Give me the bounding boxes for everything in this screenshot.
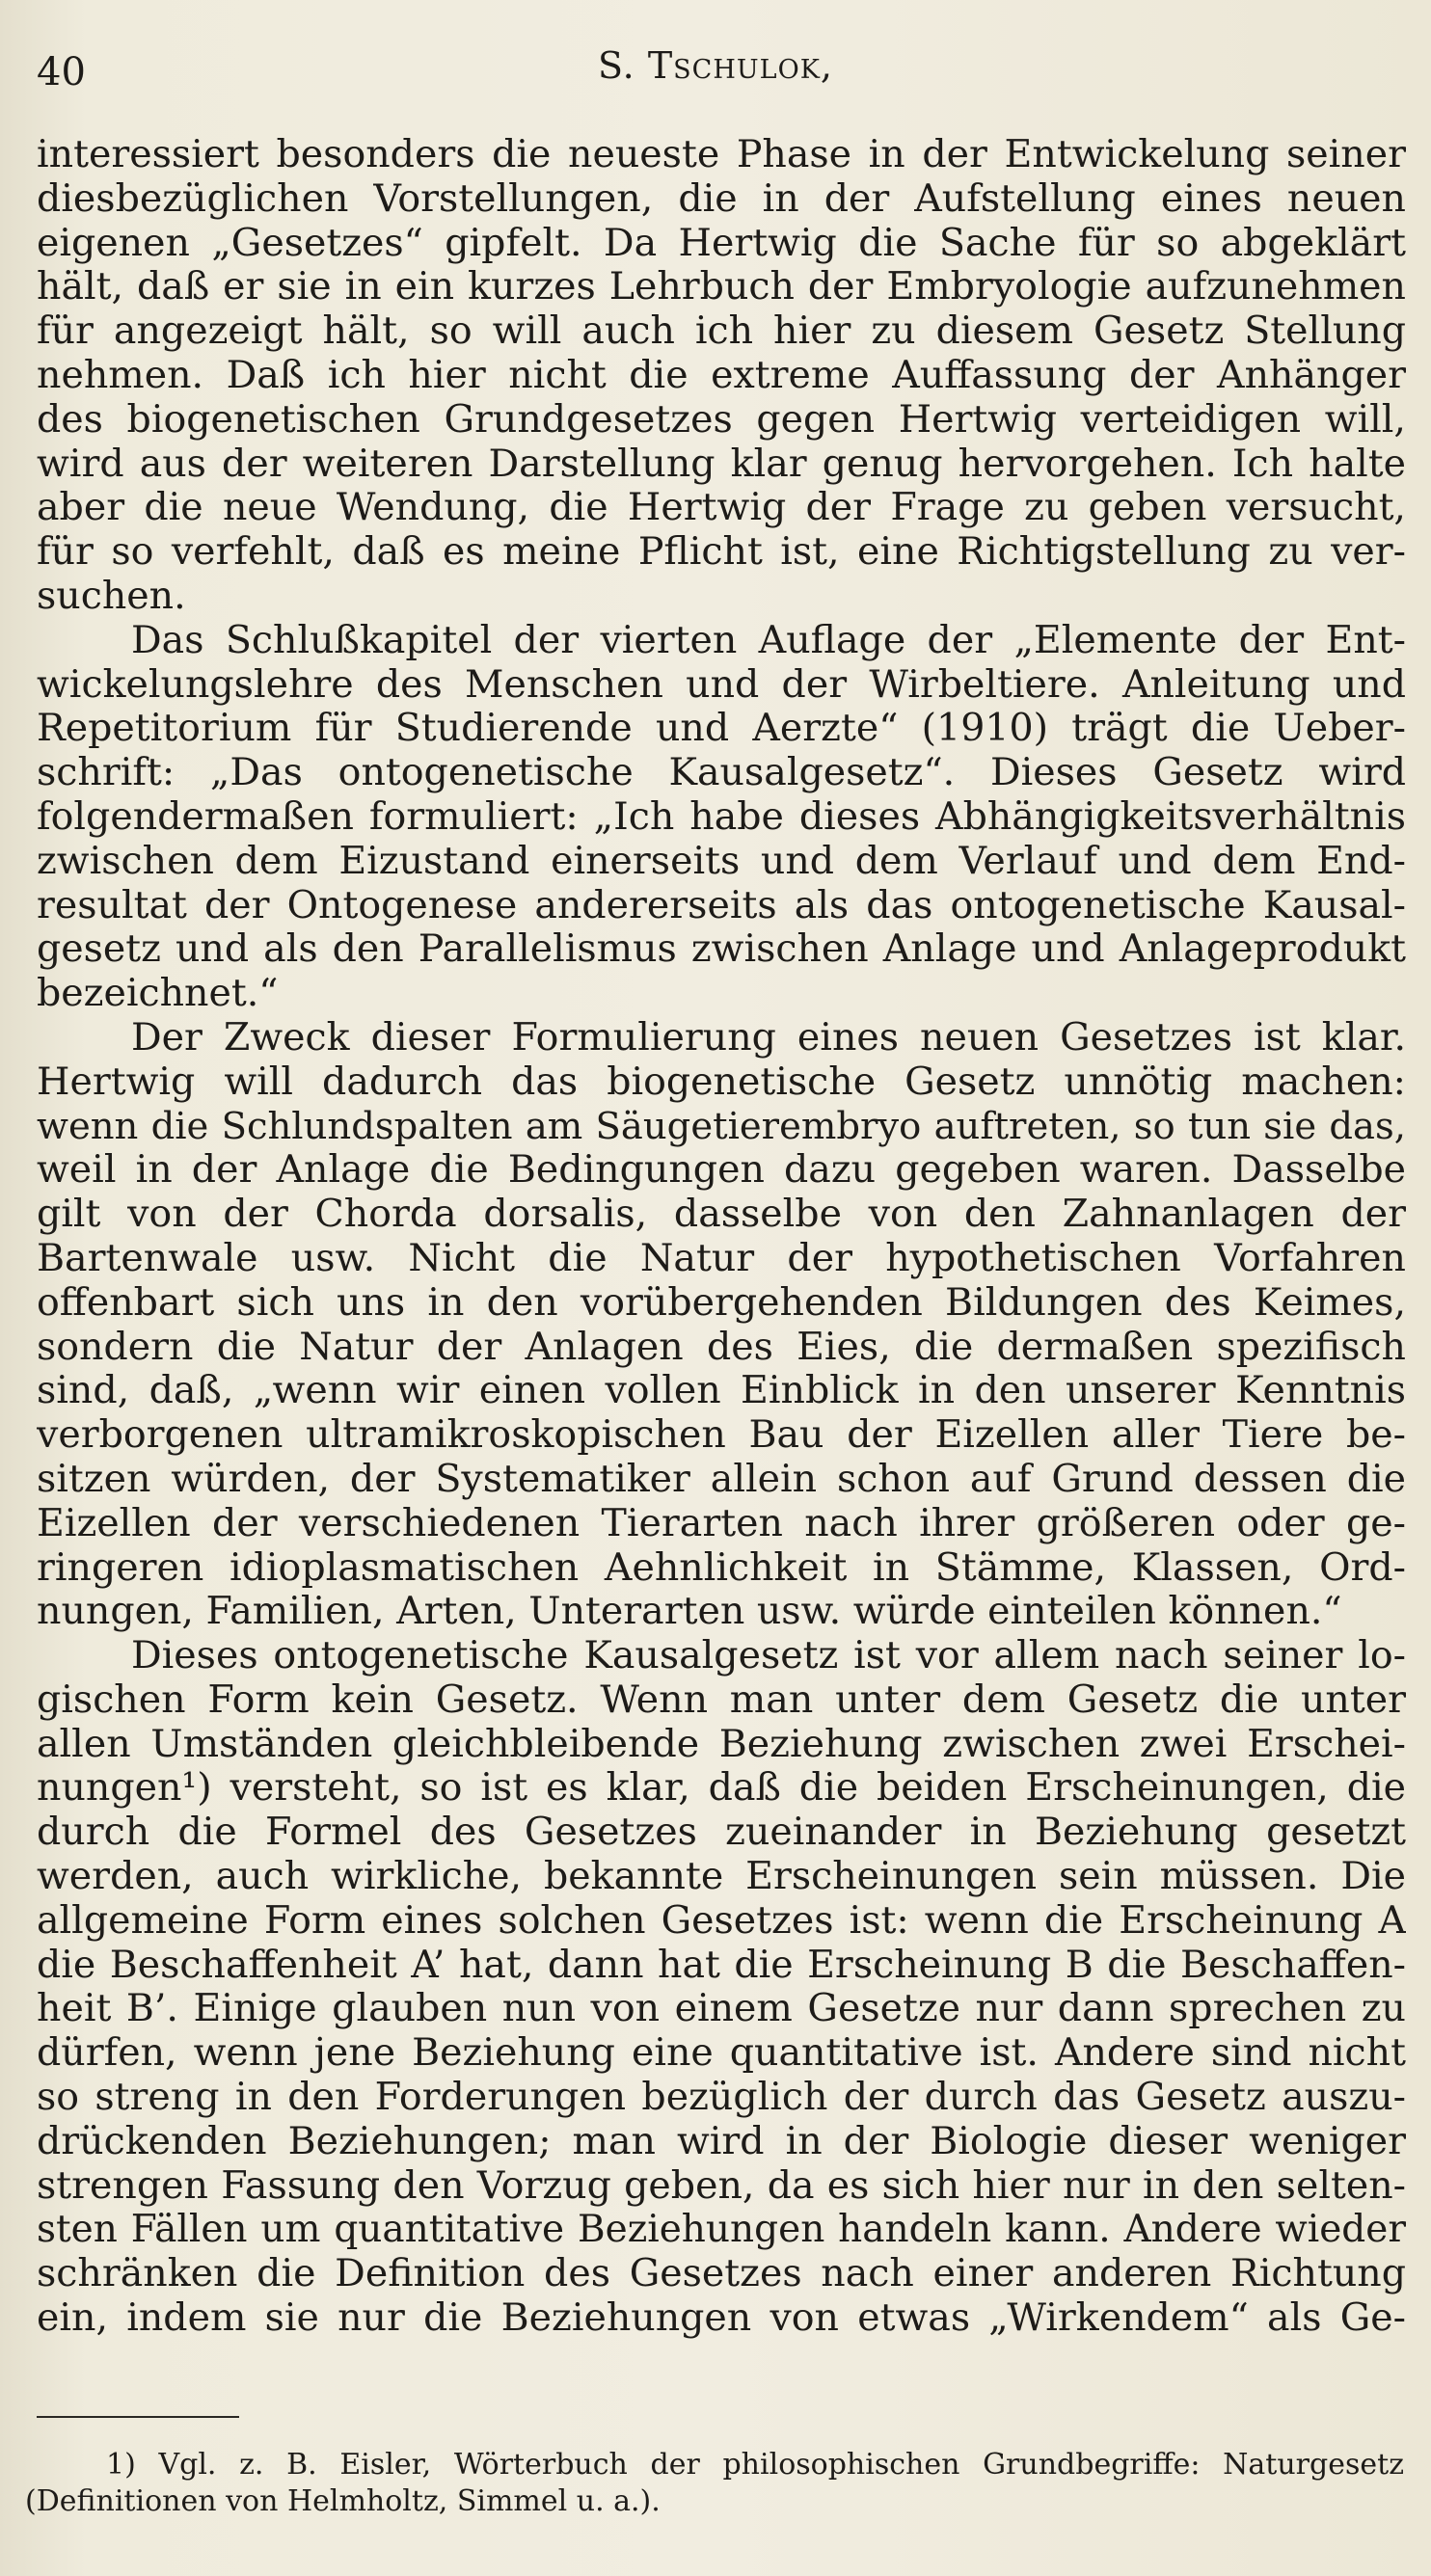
text-line: schränken die Definition des Gesetzes nach einer anderen Richtung: [37, 2252, 1406, 2296]
text-line: sondern die Natur der Anlagen des Eies, die dermaßen spezifisch: [37, 1325, 1406, 1369]
text-line: Bartenwale usw. Nicht die Natur der hypothetischen Vorfahren: [37, 1236, 1406, 1280]
text-line: allen Umständen gleichbleibende Beziehung zwischen zwei Erschei-: [37, 1722, 1406, 1766]
text-line: bezeichnet.“: [37, 972, 279, 1016]
text-line: ringeren idioplasmatischen Aehnlichkeit in Stämme, Klassen, Ord-: [37, 1545, 1406, 1590]
text-line: offenbart sich uns in den vorübergehenden Bildungen des Keimes,: [37, 1280, 1406, 1325]
footnote: [25, 2447, 1404, 2520]
text-line: Repetitorium für Studierende und Aerzte“ (1910) trägt die Ueber-: [37, 707, 1406, 751]
text-line: wenn die Schlundspalten am Säugetierembryo auftreten, so tun sie das,: [37, 1104, 1406, 1148]
page-number: 40: [37, 50, 86, 94]
text-line: drückenden Beziehungen; man wird in der Biologie dieser weniger: [37, 2119, 1406, 2163]
text-line: allgemeine Form eines solchen Gesetzes ist: wenn die Erscheinung A: [37, 1898, 1406, 1943]
text-line: sten Fällen um quantitative Beziehungen handeln kann. Andere wieder: [37, 2208, 1406, 2252]
text-line: Hertwig will dadurch das biogenetische Gesetz unnötig machen:: [37, 1060, 1406, 1104]
text-line: Dieses ontogenetische Kausalgesetz ist vor allem nach seiner lo-: [131, 1634, 1406, 1678]
text-line: diesbezüglichen Vorstellungen, die in der Aufstellung eines neuen: [37, 176, 1406, 221]
text-line: verborgenen ultramikroskopischen Bau der Eizellen aller Tiere be-: [37, 1413, 1406, 1458]
text-line: suchen.: [37, 574, 186, 618]
text-line: sind, daß, „wenn wir einen vollen Einblick in den unserer Kenntnis: [37, 1369, 1406, 1413]
text-line: gesetz und als den Parallelismus zwischen Anlage und Anlageprodukt: [37, 927, 1406, 972]
text-line: die Beschaffenheit A’ hat, dann hat die Erscheinung B die Beschaffen-: [37, 1943, 1406, 1987]
text-line: werden, auch wirkliche, bekannte Erscheinungen sein müssen. Die: [37, 1855, 1406, 1899]
text-line: durch die Formel des Gesetzes zueinander in Beziehung gesetzt: [37, 1811, 1406, 1855]
text-line: wird aus der weiteren Darstellung klar genug hervorgehen. Ich halte: [37, 442, 1406, 486]
text-line: des biogenetischen Grundgesetzes gegen Hertwig verteidigen will,: [37, 397, 1406, 442]
text-line: aber die neue Wendung, die Hertwig der Frage zu geben versucht,: [37, 486, 1406, 530]
footnote-line: 1) Vgl. z. B. Eisler, Wörterbuch der philosophischen Grundbegriffe: Naturgesetz: [106, 2448, 1404, 2482]
text-line: nungen¹) versteht, so ist es klar, daß die beiden Erscheinungen, die: [37, 1766, 1406, 1811]
text-line: heit B’. Einige glauben nun von einem Gesetze nur dann sprechen zu: [37, 1987, 1406, 2031]
text-line: eigenen „Gesetzes“ gipfelt. Da Hertwig die Sache für so abgeklärt: [37, 221, 1406, 265]
text-line: weil in der Anlage die Bedingungen dazu gegeben waren. Dasselbe: [37, 1148, 1406, 1193]
text-line: sitzen würden, der Systematiker allein schon auf Grund dessen die: [37, 1457, 1406, 1501]
text-line: dürfen, wenn jene Beziehung eine quantitative ist. Andere sind nicht: [37, 2031, 1406, 2076]
running-title: S. Tschulok,: [598, 44, 833, 87]
text-line: für angezeigt hält, so will auch ich hier zu diesem Gesetz Stellung: [37, 309, 1406, 354]
text-line: strengen Fassung den Vorzug geben, da es sich hier nur in den selten-: [37, 2163, 1406, 2208]
text-line: Eizellen der verschiedenen Tierarten nach ihrer größeren oder ge-: [37, 1501, 1406, 1545]
text-line: Der Zweck dieser Formulierung eines neuen Gesetzes ist klar.: [131, 1015, 1406, 1060]
text-line: zwischen dem Eizustand einerseits und dem Verlauf und dem End-: [37, 839, 1406, 883]
text-line: nungen, Familien, Arten, Unterarten usw. würde einteilen können.“: [37, 1590, 1342, 1634]
text-line: ein, indem sie nur die Beziehungen von etwas „Wirkendem“ als Ge-: [37, 2296, 1406, 2341]
text-line: nehmen. Daß ich hier nicht die extreme Auffassung der Anhänger: [37, 353, 1406, 397]
footnote-rule: [37, 2416, 239, 2418]
text-line: gischen Form kein Gesetz. Wenn man unter dem Gesetz die unter: [37, 1677, 1406, 1722]
text-line: hält, daß er sie in ein kurzes Lehrbuch der Embryologie aufzunehmen: [37, 265, 1406, 309]
text-line: folgendermaßen formuliert: „Ich habe dieses Abhängigkeitsverhältnis: [37, 794, 1406, 839]
text-line: so streng in den Forderungen bezüglich der durch das Gesetz auszu-: [37, 2076, 1406, 2120]
text-line: resultat der Ontogenese andererseits als das ontogenetische Kausal-: [37, 883, 1406, 927]
text-line: Das Schlußkapitel der vierten Auflage der „Elemente der Ent-: [131, 618, 1406, 662]
text-line: interessiert besonders die neueste Phase in der Entwickelung seiner: [37, 133, 1406, 176]
text-line: wickelungslehre des Menschen und der Wirbeltiere. Anleitung und: [37, 662, 1406, 707]
text-line: für so verfehlt, daß es meine Pflicht ist, eine Richtigstellung zu ver-: [37, 530, 1406, 575]
footnote-line: (Definitionen von Helmholtz, Simmel u. a.).: [25, 2484, 661, 2518]
text-line: gilt von der Chorda dorsalis, dasselbe von den Zahnanlagen der: [37, 1193, 1406, 1237]
text-line: schrift: „Das ontogenetische Kausalgesetz“. Dieses Gesetz wird: [37, 751, 1406, 795]
main-text: [37, 133, 1406, 2341]
